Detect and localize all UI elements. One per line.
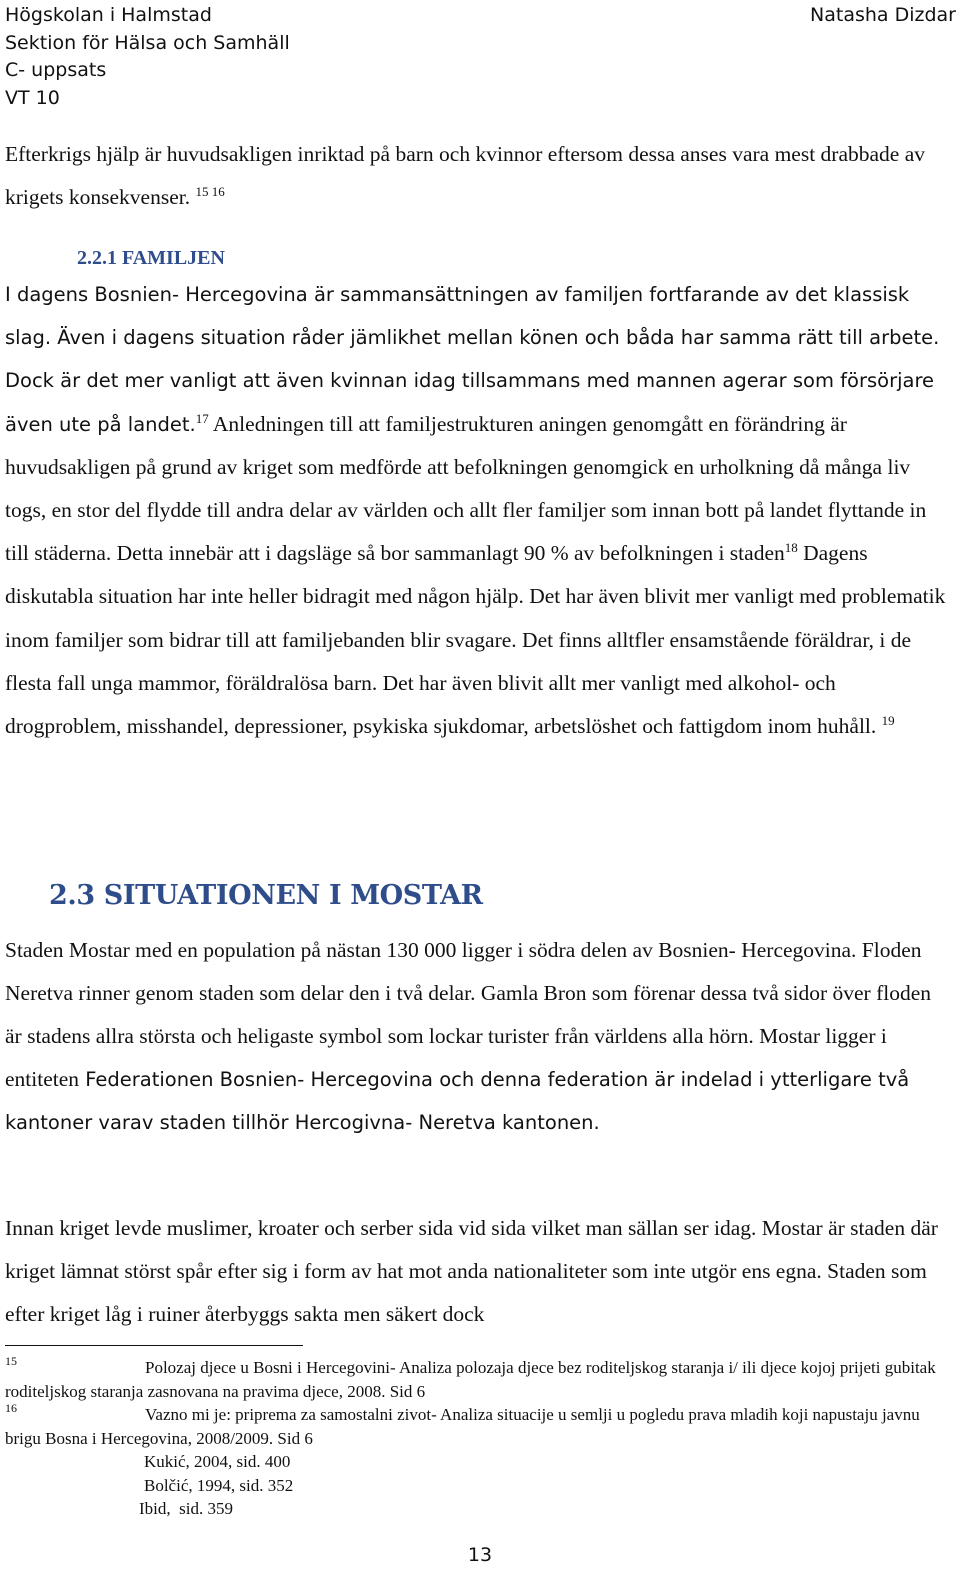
header-term: VT 10 <box>5 86 60 109</box>
family-sentence-1: I dagens Bosnien- Hercegovina är sammansättningen av familjen fortfarande av det klassisk slag. Även i dagens situation råder jämlikhet mellan könen och båda har samma rätt till arbete. Dock är det mer vanligt att även kvinnan idag tillsammans med mannen agerar som försörjare även ute på landet. <box>5 283 940 436</box>
mostar-text-b: Federationen Bosnien- Hercegovina och denna federation är indelad i ytterligare två kantoner varav staden tillhör <box>5 1068 910 1134</box>
intro-text: Efterkrigs hjälp är huvudsakligen inriktad på barn och kvinnor eftersom dessa anses vara mest drabbade av krigets konsekvenser. <box>5 142 926 209</box>
footnote-item <box>5 1450 945 1474</box>
family-sentence-2: Anledningen till att familjestrukturen aningen genomgått en förändring är huvudsakligen på grund av kriget som medförde att befolkningen genomgick en urholkning då många liv togs, en stor del flydde till andra delar av världen och allt fler familjer som innan bott på landet flyttande in till städerna. Detta innebär att i dagsläge så bor sammanlagt 90 % av befolkningen i staden <box>5 411 927 566</box>
footnote-item <box>5 1356 945 1403</box>
footnote-text: Polozaj djece u Bosni i Hercegovini- Analiza polozaja djece bez roditeljskog staranja i/ ili djece kojoj prijeti gubitak roditeljskog staranja zasnovana na pravima djece, 2008. Sid 6 <box>5 1358 936 1401</box>
footnote-number: 15 <box>5 1354 17 1368</box>
section-heading-mostar: 2.3 SITUATIONEN I MOSTAR <box>49 880 483 911</box>
footnotes <box>5 1356 945 1521</box>
page-number: 13 <box>467 1544 493 1566</box>
footnote-ref: 19 <box>881 712 895 728</box>
footnote-ref: 18 <box>784 540 798 556</box>
mostar-paragraph-1 <box>5 929 953 1144</box>
page-header-left <box>5 2 290 112</box>
header-institution: Högskolan i Halmstad <box>5 4 212 26</box>
footnote-ref: 15 16 <box>195 183 225 199</box>
mostar-paragraph-2: Innan kriget levde muslimer, kroater och serber sida vid sida vilket man sällan ser idag. Mostar är staden där kriget lämnat störst spår efter sig i form av hat mot anda nationaliteter som inte utgör ens egna. Staden som efter kriget låg i ruiner återbyggs sakta men säkert dock <box>5 1216 938 1326</box>
footnote-item <box>5 1497 945 1521</box>
mostar-text-a: Staden Mostar med en population på nästan 130 000 ligger i södra delen av Bosnien- Hercegovina. Floden Neretva rinner genom staden som delar den i två delar. Gamla Bron som förenar dessa två sidor över floden är stadens allra största och heligaste symbol som lockar turister från världens alla hörn. Mostar ligger i entiteten <box>5 938 931 1091</box>
footnote-separator <box>5 1345 303 1346</box>
footnote-text: Kukić, 2004, sid. 400 <box>144 1452 291 1471</box>
header-author: Natasha Dizdar <box>810 4 956 26</box>
footnote-text: Vazno mi je: priprema za samostalni zivot- Analiza situacije u semlji u pogledu prava mladih koji napustaju javnu brigu Bosna i Hercegovina, 2008/2009. Sid 6 <box>5 1405 920 1448</box>
footnote-text: Ibid, sid. 359 <box>139 1499 233 1518</box>
footnote-item <box>5 1403 945 1450</box>
family-section <box>5 243 953 748</box>
footnote-item <box>5 1474 945 1498</box>
footnote-ref: 17 <box>195 410 209 426</box>
section-heading-familjen: 2.2.1 FAMILJEN <box>77 247 225 269</box>
header-doc-type: C- uppsats <box>5 59 107 81</box>
intro-paragraph <box>5 133 953 219</box>
mostar-text-c: Hercogivna- Neretva kantonen. <box>288 1111 600 1134</box>
footnote-text: Bolčić, 1994, sid. 352 <box>144 1475 294 1495</box>
header-section: Sektion för Hälsa och Samhäll <box>5 31 290 54</box>
family-sentence-3: Dagens diskutabla situation har inte heller bidragit med någon hjälp. Det har även blivit mer vanligt med problematik inom familjer som bidrar till att familjebanden blir svagare. Det finns alltfler ensamstående föräldrar, i de flesta fall unga mammor, föräldralösa barn. Det har även blivit allt mer vanligt med alkohol- och drogproblem, misshandel, depressioner, psykiska sjukdomar, arbetslöshet och fattigdom inom huhåll. <box>5 541 946 739</box>
footnote-number: 16 <box>5 1401 17 1415</box>
